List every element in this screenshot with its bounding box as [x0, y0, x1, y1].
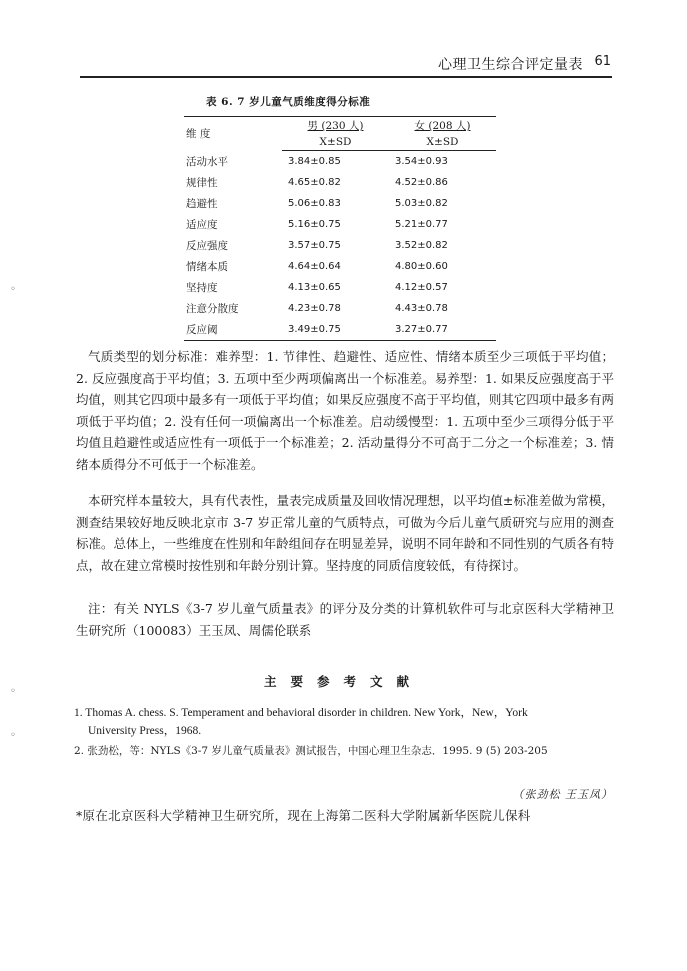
- references-heading: 主要参考文献: [263, 674, 423, 689]
- page-number: 61: [594, 54, 611, 69]
- male-value: 5.06±0.83: [288, 198, 341, 209]
- dimension-header: 维 度: [184, 117, 282, 151]
- classification-criteria-paragraph: 气质类型的划分标准：难养型：1. 节律性、趋避性、适应性、情绪本质至少三项低于平均值；2. 反应强度高于平均值；3. 五项中至少两项偏离出一个标准差。易养型：1. 如果反应强度高于平均值，则其它四项中最多有一项低于平均值；如果反应强度不高于平均值，则其它四项中最多有两项低于平均值；2. 没有任何一项偏离出一个标准差。启动缓慢型：1. 五项中至少三项得分低于平均值且趋避性或适应性有一项低于一个标准差；2. 活动量得分不可高于二分之一个标准差；3. 情绪本质得分不可低于一个标准差。: [76, 349, 614, 472]
- reference-item: [74, 704, 614, 740]
- table-row: [184, 277, 496, 298]
- female-value: 4.52±0.86: [395, 177, 448, 188]
- female-value: 3.52±0.82: [395, 240, 448, 251]
- dimension-name: 适应度: [186, 219, 218, 231]
- female-value: 5.03±0.82: [395, 198, 448, 209]
- dimension-name: 活动水平: [186, 155, 228, 168]
- female-value: 3.54±0.93: [395, 156, 448, 167]
- table-caption: 表 6. 7 岁儿童气质维度得分标准: [206, 96, 371, 108]
- male-value: 4.64±0.64: [288, 261, 341, 272]
- table-row: [184, 235, 496, 256]
- reference-1-line-2: University Press，1968.: [88, 725, 202, 737]
- dimension-name: 情绪本质: [186, 261, 228, 273]
- dimension-name: 反应强度: [186, 240, 228, 252]
- female-value: 4.12±0.57: [395, 282, 448, 293]
- scan-artifact: ◦: [10, 686, 16, 697]
- female-header: 女 (208 人): [389, 117, 496, 135]
- dimension-name: 趋避性: [186, 198, 218, 210]
- male-value: 5.16±0.75: [288, 219, 341, 230]
- table-row: [184, 256, 496, 277]
- male-value: 4.13±0.65: [288, 282, 341, 293]
- scan-artifact: ◦: [10, 284, 16, 295]
- table-row: [184, 214, 496, 235]
- female-value: 3.27±0.77: [389, 319, 496, 341]
- affiliation-footnote: *原在北京医科大学精神卫生研究所，现在上海第二医科大学附属新华医院儿保科: [76, 808, 531, 823]
- table-row: [184, 151, 496, 173]
- temperament-norms-table: [184, 116, 496, 341]
- male-value: 4.65±0.82: [288, 177, 341, 188]
- dimension-name: 规律性: [186, 177, 218, 189]
- reference-item: 2. 张劲松，等：NYLS《3-7 岁儿童气质量表》测试报告，中国心理卫生杂志．1995. 9 (5) 203-205: [74, 745, 548, 757]
- dimension-name: 注意分散度: [186, 303, 239, 315]
- male-value: 3.84±0.85: [288, 156, 341, 167]
- male-value: 4.23±0.78: [288, 303, 341, 314]
- dimension-name: 反应阈: [184, 319, 282, 341]
- table-row: [184, 172, 496, 193]
- male-value: 3.57±0.75: [288, 240, 341, 251]
- male-value: 3.49±0.75: [282, 319, 389, 341]
- table-row: [184, 193, 496, 214]
- female-value: 5.21±0.77: [395, 219, 448, 230]
- female-value: 4.43±0.78: [395, 303, 448, 314]
- table-row: [184, 298, 496, 319]
- male-stat-header: X±SD: [282, 134, 389, 151]
- table-row: [184, 319, 496, 341]
- discussion-paragraph: 本研究样本量较大，具有代表性，量表完成质量及回收情况理想，以平均值±标准差做为常模，测查结果较好地反映北京市 3-7 岁正常儿童的气质特点，可做为今后儿童气质研究与应用的测查标准。总体上，一些维度在性别和年龄组间存在明显差异，说明不同年龄和不同性别的气质各有特点，故在建立常模时按性别和年龄分别计算。坚持度的同质信度较低，有待探讨。: [76, 493, 614, 573]
- scan-artifact: ◦: [10, 730, 16, 741]
- female-stat-header: X±SD: [389, 134, 496, 151]
- authors: （张劲松 王玉凤）: [512, 788, 613, 801]
- reference-1-line-1: 1. Thomas A. chess. S. Temperament and behavioral disorder in children. New York，New，York: [74, 707, 528, 719]
- female-value: 4.80±0.60: [395, 261, 448, 272]
- dimension-name: 坚持度: [186, 282, 218, 294]
- journal-title: 心理卫生综合评定量表: [438, 57, 583, 73]
- running-header: [0, 54, 687, 76]
- header-rule: [80, 76, 612, 78]
- software-note-paragraph: 注：有关 NYLS《3-7 岁儿童气质量表》的评分及分类的计算机软件可与北京医科大学精神卫生研究所（100083）王玉凤、周儒伦联系: [76, 601, 614, 638]
- male-header: 男 (230 人): [282, 117, 389, 135]
